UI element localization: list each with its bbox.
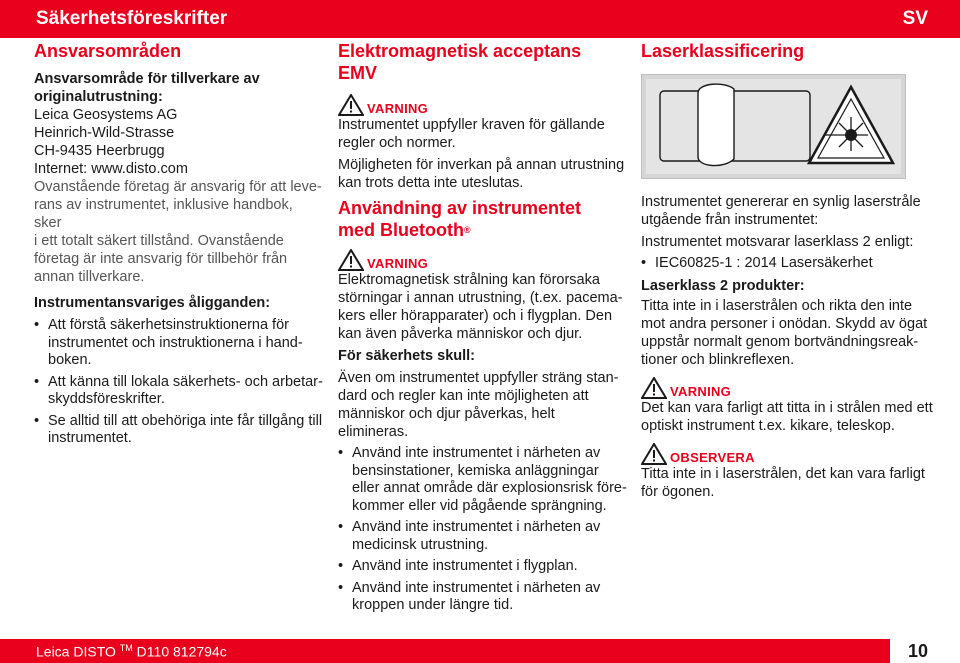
registered-mark: ® — [464, 225, 471, 235]
warning-text: Instrumentet uppfyller kraven för gällande regler och normer. — [338, 117, 605, 151]
subheading-manufacturer: Ansvarsområde för tillverkare av originalutrustning: — [34, 71, 260, 105]
list-item: • Använd inte instrumentet i närheten av medicinsk utrustning. — [338, 519, 628, 554]
warning-triangle-icon — [641, 377, 667, 399]
paragraph-fragment: i ett totalt säkert tillstånd. — [34, 233, 194, 249]
notice-label: OBSERVERA — [670, 449, 755, 465]
heading-line: Elektromagnetisk acceptans — [338, 41, 582, 61]
notice-header — [641, 443, 933, 465]
heading-duties: Instrumentansvariges åligganden: — [34, 295, 271, 311]
heading-fragment: med Bluetooth — [338, 220, 464, 240]
notice-text: Titta inte in i laserstrålen, det kan vara farligt för ögonen. — [641, 465, 925, 500]
page-title: Säkerhetsföreskrifter — [36, 8, 228, 29]
paragraph-line: rans av instrumentet, inklusive handbok, sker — [34, 197, 293, 231]
safety-list — [338, 445, 628, 615]
class2-text: Titta inte in i laserstrålen och rikta den inte mot andra personer i onödan. Skydd av ögat uppstår normalt genom bortvändningsreak-tioner och blinkreflexen. — [641, 297, 928, 368]
heading-laser: Laserklassificering — [641, 41, 805, 61]
page-number: 10 — [890, 639, 960, 663]
duties-list — [34, 317, 324, 448]
laser-text: Instrumentet motsvarar laserklass 2 enligt: — [641, 234, 914, 250]
laser-label-drawing — [646, 79, 903, 176]
warning-text: Möjligheten för inverkan på annan utrustning kan trots detta inte uteslutas. — [338, 157, 625, 191]
list-item: • Se alltid till att obehöriga inte får tillgång till instrumentet. — [34, 413, 324, 448]
warning-label: VARNING — [367, 101, 429, 116]
trademark-mark: TM — [119, 643, 133, 653]
standards-list — [641, 255, 933, 273]
list-item: • IEC60825-1 : 2014 Lasersäkerhet — [641, 255, 933, 273]
header-bar — [0, 0, 960, 38]
footer-bar — [0, 639, 960, 663]
warning-header — [641, 377, 933, 399]
product-model: D110 812794c — [132, 643, 227, 660]
warning-header — [338, 249, 628, 271]
warning-triangle-icon — [338, 94, 364, 116]
laser-text: Instrumentet genererar en synlig laserstråle utgående från instrumentet: — [641, 194, 921, 228]
address-line: Heinrich-Wild-Strasse — [34, 125, 175, 141]
paragraph-fragment: Ovanstående — [193, 233, 284, 249]
heading-line: EMV — [338, 63, 378, 83]
list-item: • Använd inte instrumentet i närheten av bensinstationer, kemiska anläggningar eller annat område där explosionsrisk före-kommer eller vid pågående sprängning. — [338, 445, 628, 515]
footer-product — [36, 643, 227, 660]
warning-header — [338, 94, 628, 116]
product-name: Leica DISTO — [36, 643, 116, 660]
warning-text: Det kan vara farligt att titta in i strålen med ett optiskt instrument t.ex. kikare, teleskop. — [641, 399, 933, 434]
column-emc — [338, 40, 628, 619]
address-line: Leica Geosystems AG — [34, 107, 178, 123]
laser-label-panel — [646, 79, 901, 174]
heading-class2: Laserklass 2 produkter: — [641, 277, 805, 294]
column-responsibility — [34, 40, 324, 452]
address-line: Internet: www.disto.com — [34, 161, 188, 177]
address-line: CH-9435 Heerbrugg — [34, 143, 165, 159]
list-item: • Att känna till lokala säkerhets- och arbetar-skyddsföreskrifter. — [34, 374, 324, 409]
paragraph-line: företag är inte ansvarig för tillbehör från — [34, 251, 288, 267]
paragraph-line: Ovanstående företag är ansvarig för att leve- — [34, 179, 322, 195]
warning-text: Elektromagnetisk strålning kan förorsaka störningar i annan utrustning, (t.ex. pacema-kers eller hörapparater) och i flygplan. Den kan även påverka människor och djur. — [338, 272, 623, 342]
column-laser — [641, 40, 933, 501]
heading-line — [338, 219, 628, 241]
language-code: SV — [902, 8, 928, 29]
paragraph-line — [34, 232, 324, 250]
warning-label: VARNING — [367, 256, 429, 271]
warning-triangle-icon — [338, 249, 364, 271]
warning-label: VARNING — [670, 383, 732, 399]
heading-bluetooth — [338, 197, 628, 241]
laser-label-image — [641, 74, 906, 179]
list-item: • Använd inte instrumentet i flygplan. — [338, 558, 628, 576]
manufacturer-address — [34, 106, 324, 178]
paragraph-line: annan tillverkare. — [34, 269, 145, 285]
list-item: • Att förstå säkerhetsinstruktionerna för instrumentet och instruktionerna i hand-boken. — [34, 317, 324, 370]
heading-responsibility: Ansvarsområden — [34, 41, 182, 61]
warning-triangle-icon — [641, 443, 667, 465]
responsibility-paragraph — [34, 178, 324, 286]
heading-line: Användning av instrumentet — [338, 198, 582, 218]
heading-safety: För säkerhets skull: — [338, 348, 475, 364]
list-item: • Använd inte instrumentet i närheten av kroppen under längre tid. — [338, 580, 628, 615]
safety-text: Även om instrumentet uppfyller sträng stan-dard och regler kan inte möjligheten att människor och djur påverkas, helt elimineras. — [338, 370, 619, 440]
heading-emc — [338, 40, 628, 84]
